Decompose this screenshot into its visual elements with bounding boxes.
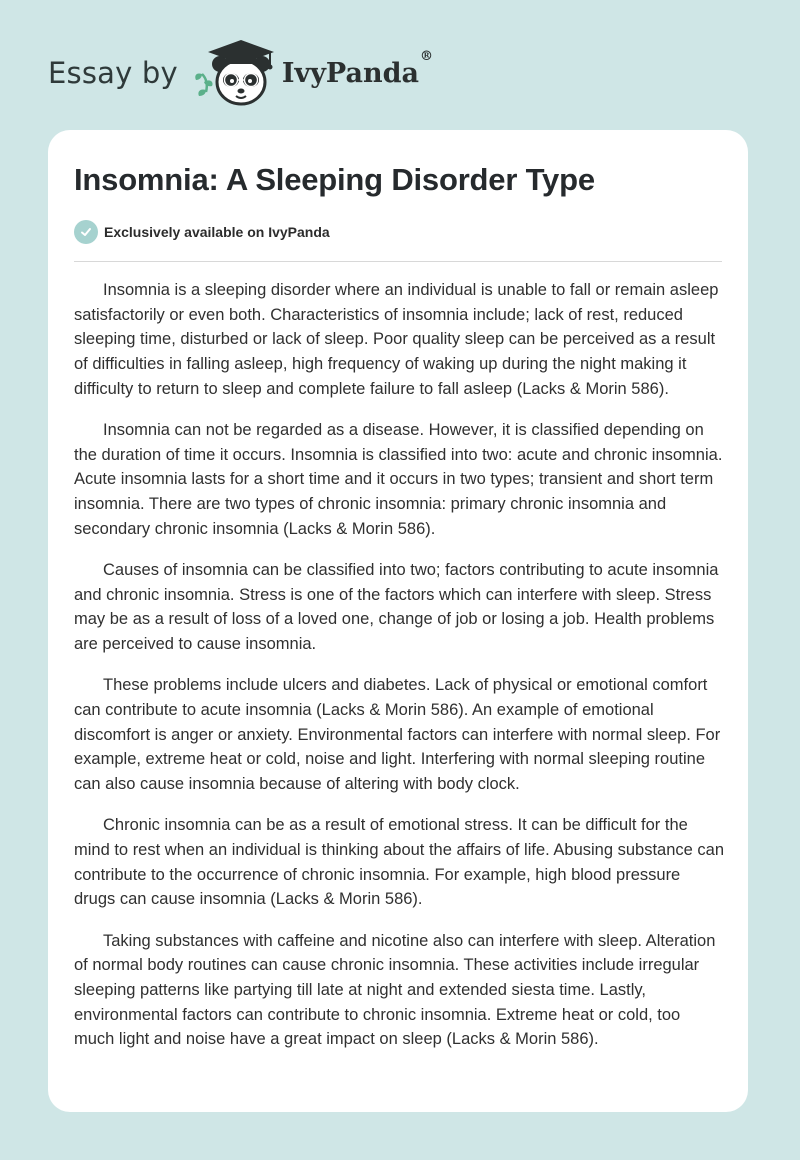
paragraph: Insomnia can not be regarded as a disease. However, it is classified depending on the duration of time it occurs. Insomnia is classified into two: acute and chronic insomnia. Acute insomnia lasts for a short time and it occurs in two types; transient and short term insomnia. There are two types of chronic insomnia: primary chronic insomnia and secondary chronic insomnia (Lacks & Morin 586).	[74, 421, 723, 538]
essay-by-label: Essay by	[48, 56, 178, 90]
article-card	[48, 130, 748, 1112]
paragraph: Insomnia is a sleeping disorder where an individual is unable to fall or remain asleep satisfactorily or even both. Characteristics of insomnia include; lack of rest, reduced sleeping time, disturbed or lack of sleep. Poor quality sleep can be perceived as a result of difficulties in falling asleep, high frequency of waking up during the night making it difficulty to return to sleep and complete failure to fall asleep (Lacks & Morin 586).	[74, 281, 719, 398]
check-circle-icon	[74, 220, 98, 244]
brand-text: IvyPanda	[281, 57, 419, 89]
article-body	[74, 278, 724, 1069]
page-title: Insomnia: A Sleeping Disorder Type	[74, 162, 595, 197]
brand-name[interactable]	[281, 48, 433, 89]
site-header	[48, 36, 433, 110]
exclusive-badge	[74, 220, 330, 244]
paragraph: Chronic insomnia can be as a result of emotional stress. It can be difficult for the mind to rest when an individual is thinking about the affairs of life. Abusing substance can contribute to the occurrence of chronic insomnia. For example, high blood pressure drugs can cause insomnia (Lacks & Morin 586).	[74, 816, 725, 909]
exclusive-text: Exclusively available on IvyPanda	[104, 224, 330, 240]
paragraph: Taking substances with caffeine and nicotine also can interfere with sleep. Alteration of normal body routines can cause chronic insomnia. These activities include irregular sleeping patterns like partying till late at night and extended siesta time. Lastly, environmental factors can contribute to chronic insomnia. Extreme heat or cold, too much light and noise have a great impact on sleep (Lacks & Morin 586).	[74, 931, 716, 1049]
paragraph: These problems include ulcers and diabetes. Lack of physical or emotional comfort can contribute to acute insomnia (Lacks & Morin 586). An example of emotional discomfort is anger or anxiety. Environmental factors can interfere with normal sleep. For example, extreme heat or cold, noise and light. Interfering with normal sleeping routine can also cause insomnia because of altering with body clock.	[74, 676, 721, 794]
registered-mark: ®	[419, 48, 433, 64]
paragraph: Causes of insomnia can be classified into two; factors contributing to acute insomnia and chronic insomnia. Stress is one of the factors which can interfere with sleep. Stress may be as a result of loss of a loved one, change of job or losing a job. Health problems are perceived to cause insomnia.	[74, 561, 719, 654]
divider	[74, 261, 722, 262]
panda-graduate-icon[interactable]	[190, 36, 282, 110]
